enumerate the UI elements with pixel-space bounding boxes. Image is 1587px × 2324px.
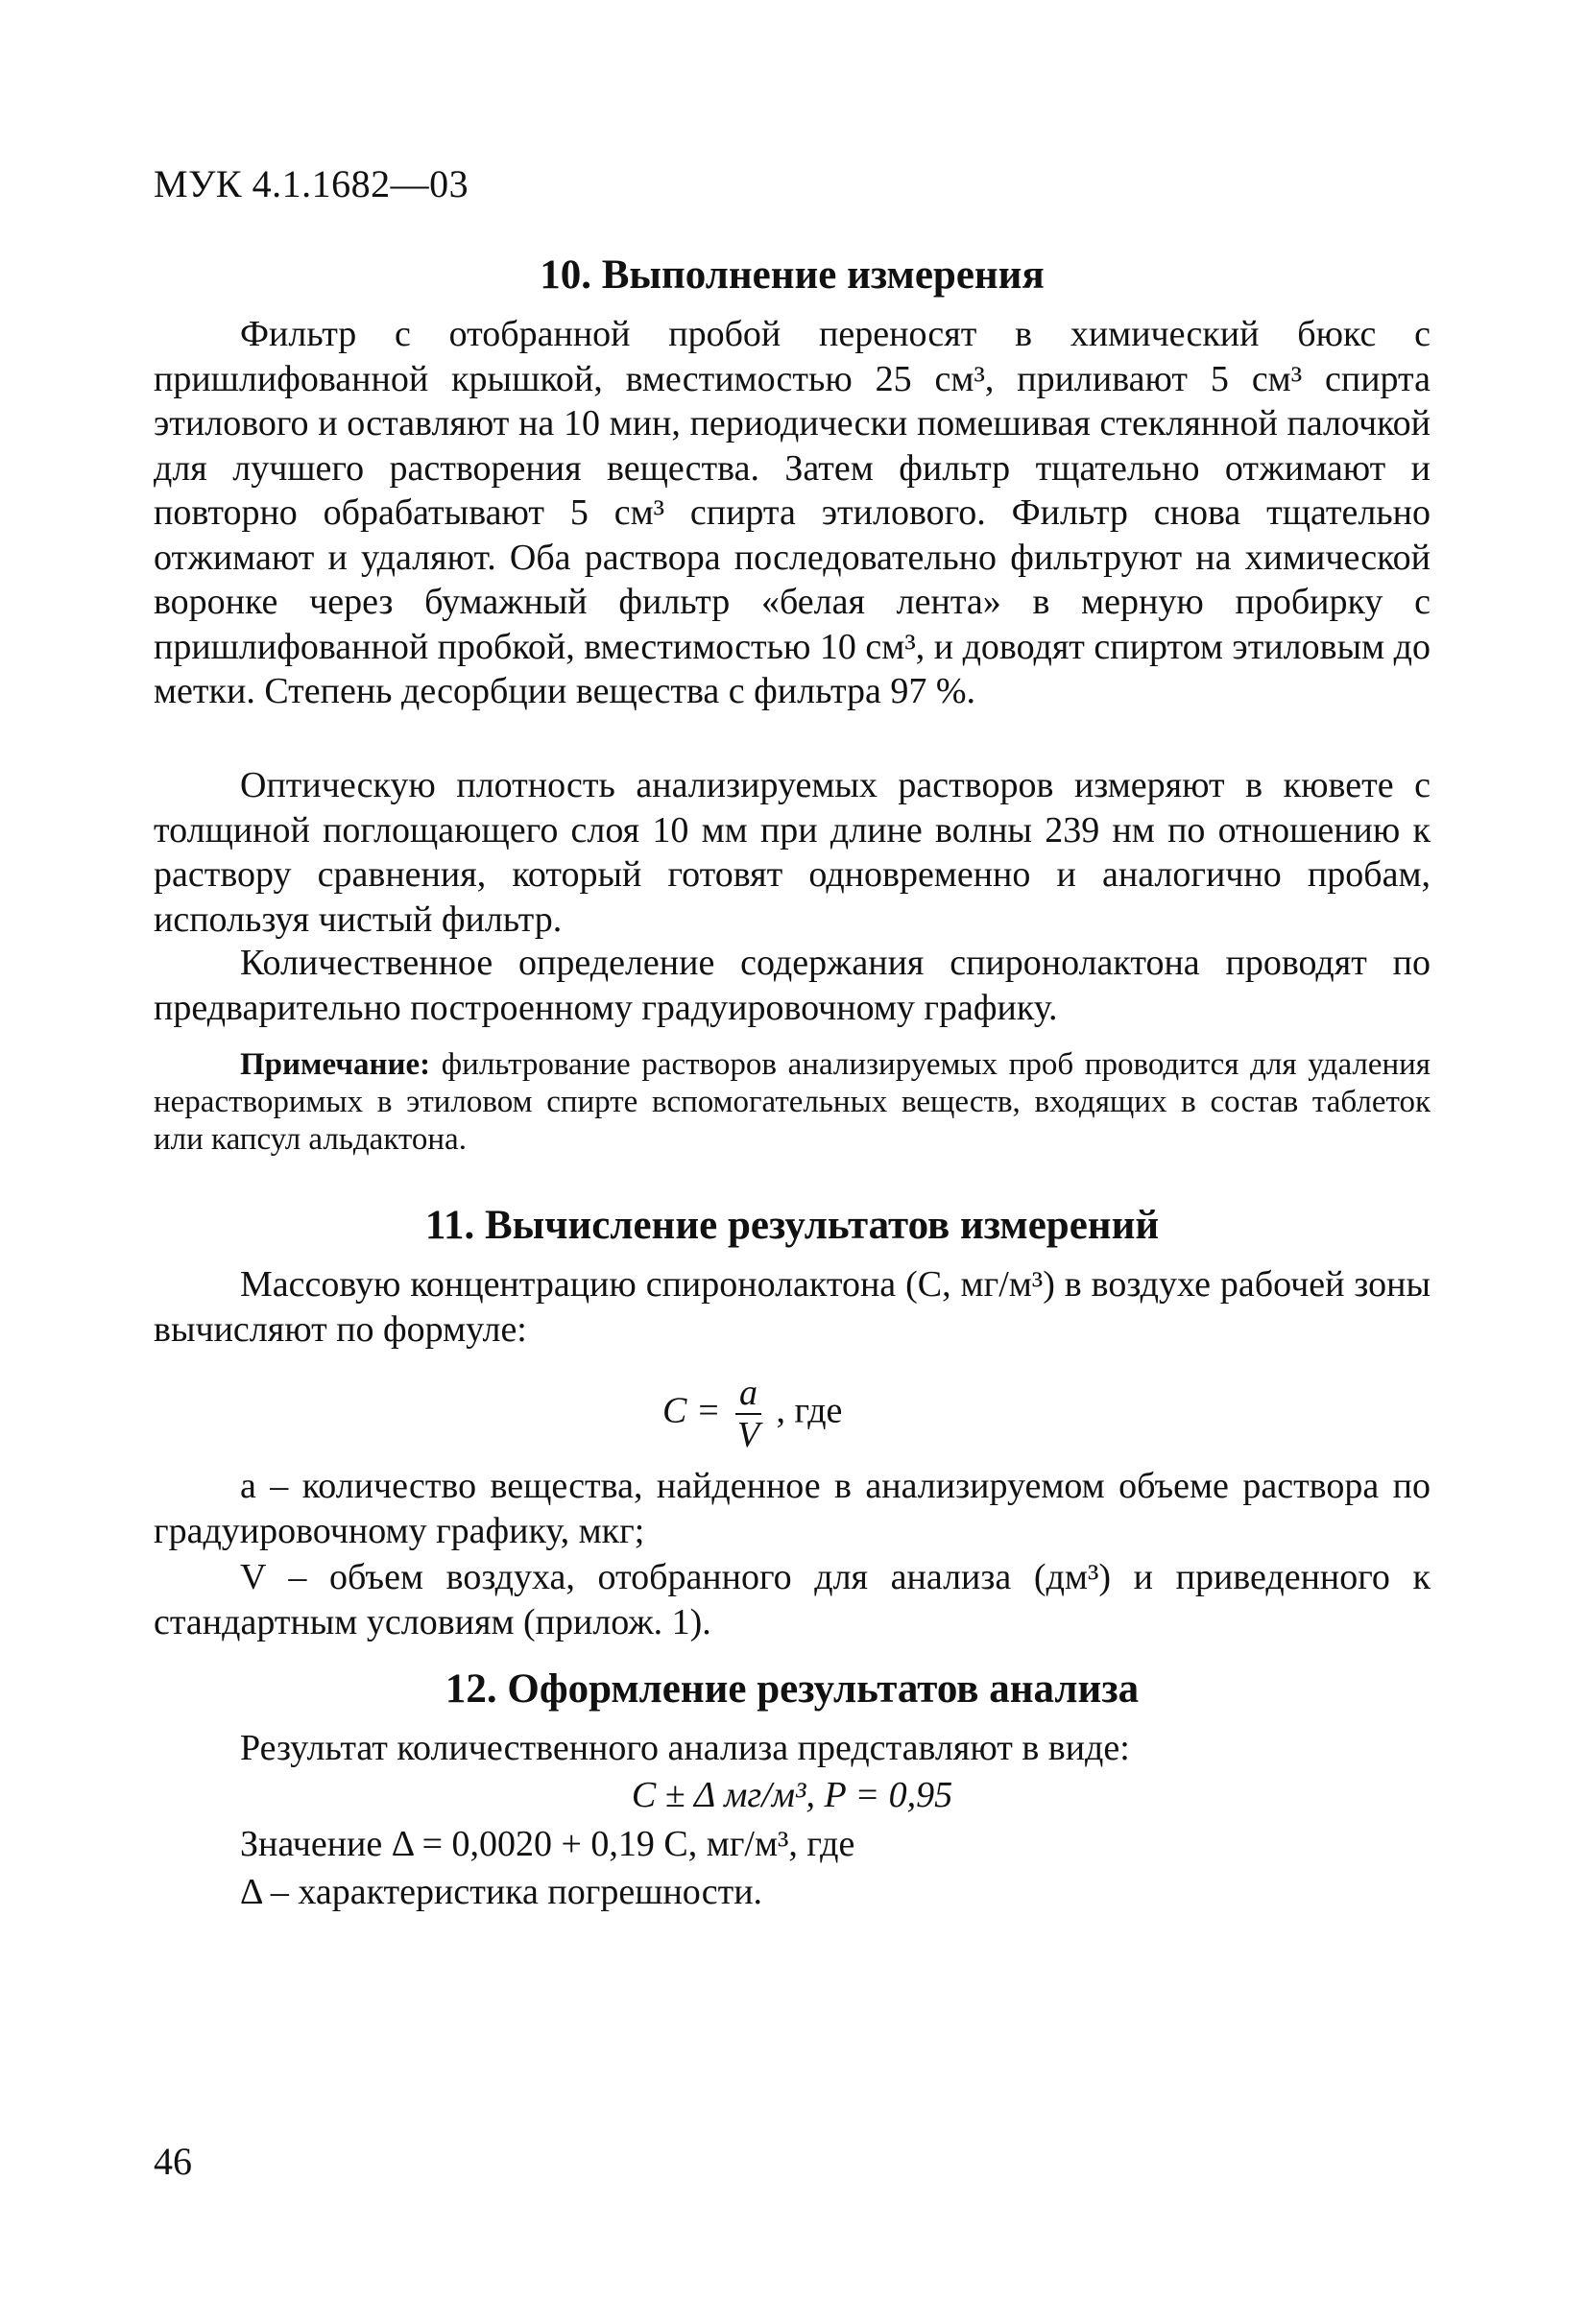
definition-a: a – количество вещества, найденное в анализируемом объеме раствора по градуировочному графику, мкг; bbox=[154, 1466, 1431, 1551]
formula-suffix: , где bbox=[776, 1390, 843, 1431]
concentration-formula bbox=[662, 1373, 842, 1455]
section-12-paragraph-1: Результат количественного анализа представляют в виде: bbox=[240, 1728, 1130, 1768]
section-11-title: 11. Вычисление результатов измерений bbox=[424, 1203, 1160, 1248]
section-12-title: 12. Оформление результатов анализа bbox=[445, 1666, 1140, 1712]
note-text: фильтрование растворов анализируемых проб проводится для удаления нерастворимых в этиловом спирте вспомогательных веществ, входящих в состав таблеток или капсул альдактона. bbox=[154, 1047, 1431, 1157]
section-10-paragraph-2: Оптическую плотность анализируемых растворов измеряют в кювете с толщиной поглощающего слоя 10 мм при длине волны 239 нм по отношению к раствору сравнения, который готовят одновременно и аналогично пробам, используя чистый фильтр. bbox=[154, 765, 1431, 940]
formula-fraction bbox=[735, 1373, 761, 1455]
document-code-header: МУК 4.1.1682—03 bbox=[154, 162, 469, 205]
section-10-paragraph-1: Фильтр с отобранной пробой переносят в химический бюкс с пришлифованной крышкой, вместимостью 25 см³, приливают 5 см³ спирта этилового и оставляют на 10 мин, периодически помешивая стеклянной палочкой для лучшего растворения вещества. Затем фильтр тщательно отжимают и повторно обрабатывают 5 см³ спирта этилового. Фильтр снова тщательно отжимают и удаляют. Оба раствора последовательно фильтруют на химической воронке через бумажный фильтр «белая лента» в мерную пробирку с пришлифованной пробкой, вместимостью 10 см³, и доводят спиртом этиловым до метки. Степень десорбции вещества с фильтра 97 %. bbox=[154, 314, 1431, 711]
section-12-paragraph-2: Значение Δ = 0,0020 + 0,19 C, мг/м³, где bbox=[240, 1824, 855, 1864]
section-11-paragraph-1: Массовую концентрацию спиронолактона (C, мг/м³) в воздухе рабочей зоны вычисляют по формуле: bbox=[154, 1264, 1431, 1350]
result-formula: C ± Δ мг/м³, P = 0,95 bbox=[631, 1775, 953, 1815]
document-page bbox=[154, 0, 1431, 2324]
definition-v: V – объем воздуха, отобранного для анализа (дм³) и приведенного к стандартным условиям (прилож. 1). bbox=[154, 1557, 1431, 1642]
page-number: 46 bbox=[154, 2140, 192, 2183]
formula-numerator: a bbox=[735, 1373, 761, 1415]
section-10-note bbox=[154, 1046, 1431, 1159]
section-12-paragraph-3: Δ – характеристика погрешности. bbox=[240, 1872, 763, 1912]
section-10-title: 10. Выполнение измерения bbox=[540, 252, 1045, 298]
note-label: Примечание: bbox=[240, 1047, 431, 1082]
section-10-paragraph-3: Количественное определение содержания спиронолактона проводят по предварительно построенному градуировочному графику. bbox=[154, 943, 1431, 1028]
formula-lhs: C = bbox=[662, 1390, 721, 1431]
formula-denominator: V bbox=[736, 1415, 760, 1455]
